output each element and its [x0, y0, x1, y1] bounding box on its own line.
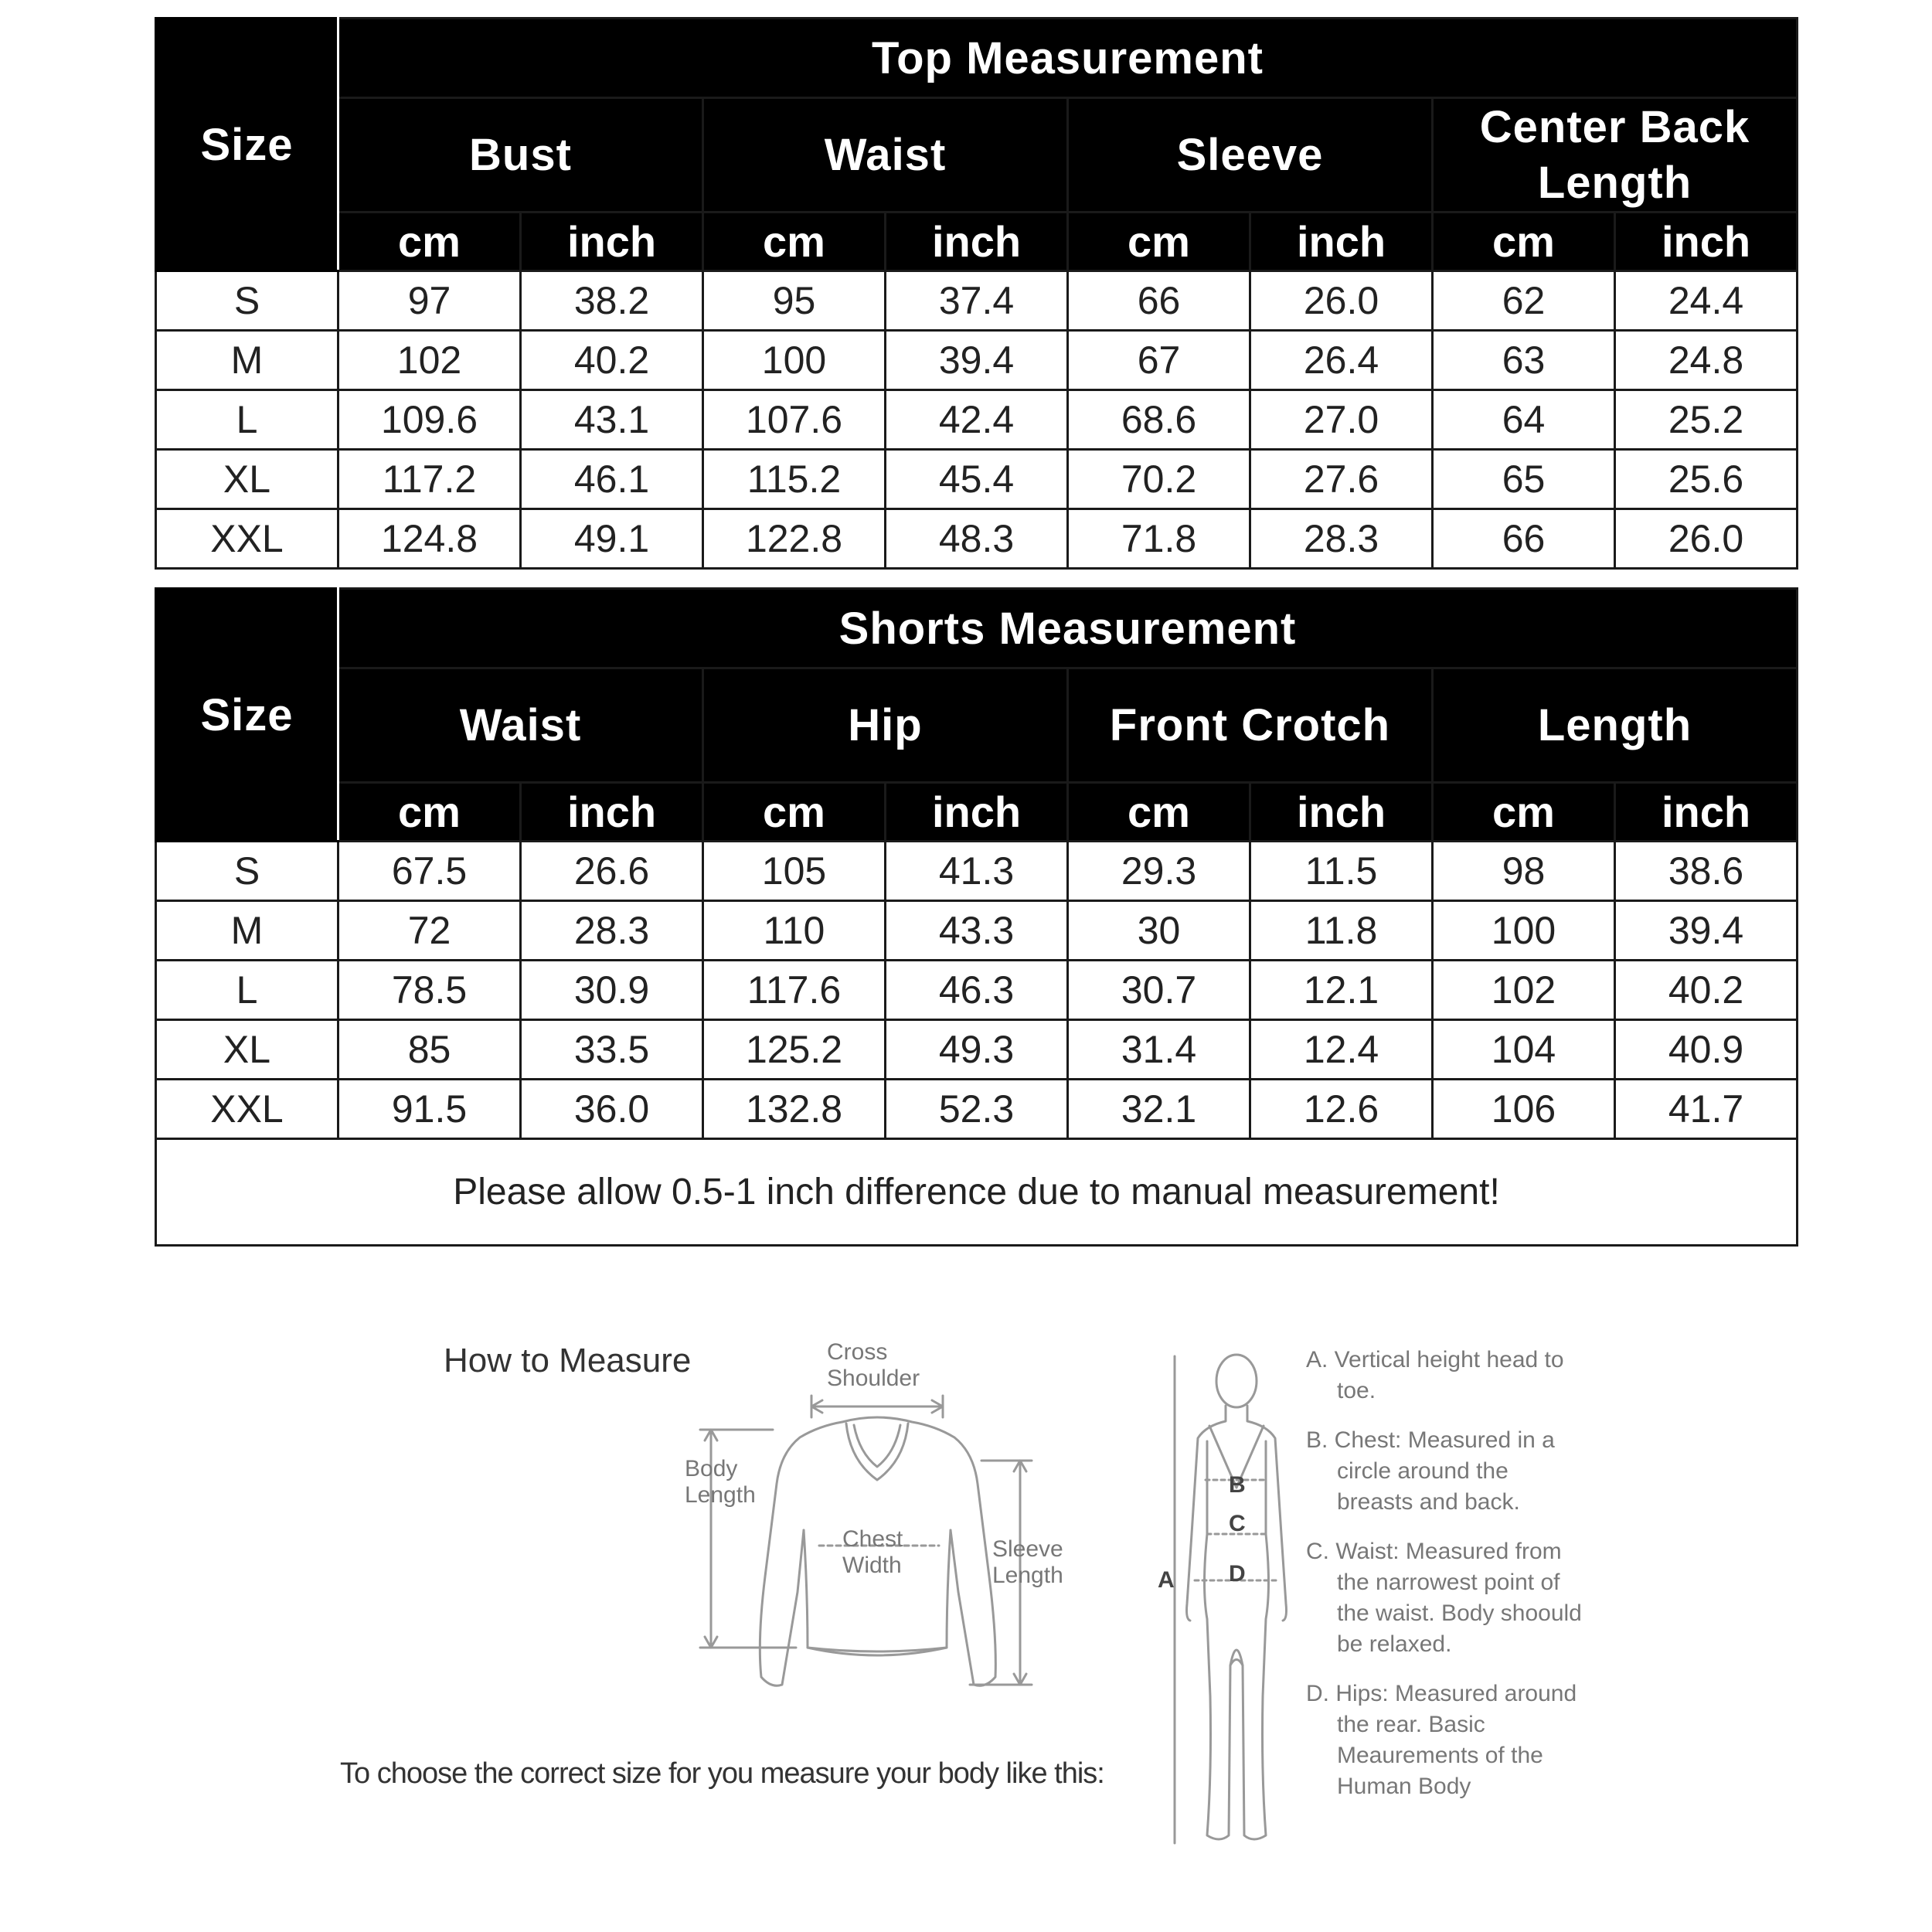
table-cell: 72 — [338, 901, 521, 961]
table-cell: 65 — [1433, 450, 1615, 509]
table-row — [156, 901, 1798, 961]
table-cell: 106 — [1433, 1080, 1615, 1139]
table-cell: 105 — [703, 842, 886, 901]
table-cell: 48.3 — [886, 509, 1068, 569]
unit-header: cm — [1433, 213, 1615, 271]
table-cell: 46.1 — [521, 450, 703, 509]
how-to-measure-title: How to Measure — [444, 1342, 692, 1379]
table-cell: 49.3 — [886, 1020, 1068, 1080]
table-cell: 68.6 — [1068, 390, 1250, 450]
table-cell: 26.0 — [1615, 509, 1798, 569]
top-measurement-title: Top Measurement — [338, 19, 1798, 98]
table-row — [156, 390, 1798, 450]
size-cell: M — [156, 331, 338, 390]
size-header: Size — [156, 589, 338, 842]
table-cell: 97 — [338, 271, 521, 331]
table-cell: 102 — [338, 331, 521, 390]
note-b: B. Chest: Measured in a circle around the breasts and back. — [1306, 1427, 1555, 1515]
marker-d: D — [1229, 1561, 1246, 1587]
table-cell: 71.8 — [1068, 509, 1250, 569]
group-header-waist: Waist — [338, 668, 703, 783]
table-cell: 46.3 — [886, 961, 1068, 1020]
table-cell: 41.3 — [886, 842, 1068, 901]
group-header-hip: Hip — [703, 668, 1068, 783]
group-header-sleeve: Sleeve — [1068, 98, 1433, 213]
label-line: Chest — [842, 1526, 903, 1552]
body-figure-icon — [1159, 1341, 1291, 1866]
unit-header: inch — [886, 213, 1068, 271]
marker-c: C — [1229, 1511, 1246, 1536]
table-cell: 63 — [1433, 331, 1615, 390]
table-cell: 43.1 — [521, 390, 703, 450]
table-cell: 12.1 — [1250, 961, 1433, 1020]
table-cell: 62 — [1433, 271, 1615, 331]
size-cell: XXL — [156, 509, 338, 569]
unit-header: inch — [1615, 783, 1798, 842]
unit-header: cm — [1433, 783, 1615, 842]
measurement-note: Please allow 0.5-1 inch difference due to manual measurement! — [156, 1139, 1798, 1246]
table-cell: 109.6 — [338, 390, 521, 450]
table-row — [156, 961, 1798, 1020]
table-cell: 11.8 — [1250, 901, 1433, 961]
label-line: Length — [685, 1482, 756, 1508]
unit-header: inch — [521, 213, 703, 271]
table-cell: 78.5 — [338, 961, 521, 1020]
table-cell: 38.6 — [1615, 842, 1798, 901]
table-cell: 102 — [1433, 961, 1615, 1020]
table-cell: 45.4 — [886, 450, 1068, 509]
table-cell: 24.8 — [1615, 331, 1798, 390]
shorts-measurement-title: Shorts Measurement — [338, 589, 1798, 668]
label-line: Length — [992, 1563, 1063, 1588]
table-cell: 122.8 — [703, 509, 886, 569]
table-cell: 110 — [703, 901, 886, 961]
table-cell: 30 — [1068, 901, 1250, 961]
size-cell: XL — [156, 450, 338, 509]
measurement-notes — [1306, 1345, 1584, 1821]
table-cell: 38.2 — [521, 271, 703, 331]
table-cell: 117.2 — [338, 450, 521, 509]
unit-header: cm — [1068, 783, 1250, 842]
table-cell: 52.3 — [886, 1080, 1068, 1139]
table-cell: 91.5 — [338, 1080, 521, 1139]
table-cell: 12.4 — [1250, 1020, 1433, 1080]
table-row — [156, 331, 1798, 390]
table-cell: 40.2 — [521, 331, 703, 390]
unit-header: inch — [1250, 213, 1433, 271]
table-row — [156, 1020, 1798, 1080]
group-header-length: Length — [1433, 668, 1798, 783]
table-cell: 100 — [1433, 901, 1615, 961]
table-cell: 41.7 — [1615, 1080, 1798, 1139]
group-header-front-crotch: Front Crotch — [1068, 668, 1433, 783]
table-cell: 39.4 — [886, 331, 1068, 390]
table-cell: 66 — [1068, 271, 1250, 331]
unit-header: cm — [338, 213, 521, 271]
table-cell: 70.2 — [1068, 450, 1250, 509]
table-cell: 40.2 — [1615, 961, 1798, 1020]
table-cell: 27.0 — [1250, 390, 1433, 450]
unit-header: cm — [703, 213, 886, 271]
body-length-label — [685, 1456, 756, 1509]
table-cell: 11.5 — [1250, 842, 1433, 901]
table-cell: 28.3 — [521, 901, 703, 961]
table-cell: 117.6 — [703, 961, 886, 1020]
table-cell: 85 — [338, 1020, 521, 1080]
table-cell: 67.5 — [338, 842, 521, 901]
unit-header: cm — [703, 783, 886, 842]
table-cell: 30.7 — [1068, 961, 1250, 1020]
label-line: Width — [842, 1553, 902, 1578]
table-cell: 12.6 — [1250, 1080, 1433, 1139]
size-cell: XXL — [156, 1080, 338, 1139]
note-d: D. Hips: Measured around the rear. Basic Meaurements of the Human Body — [1306, 1681, 1577, 1799]
group-header-waist: Waist — [703, 98, 1068, 213]
table-cell: 26.6 — [521, 842, 703, 901]
table-cell: 98 — [1433, 842, 1615, 901]
table-cell: 33.5 — [521, 1020, 703, 1080]
table-cell: 107.6 — [703, 390, 886, 450]
note-c: C. Waist: Measured from the narrowest point of the waist. Body shoould be relaxed. — [1306, 1539, 1582, 1657]
table-row — [156, 1080, 1798, 1139]
size-cell: M — [156, 901, 338, 961]
marker-a: A — [1158, 1567, 1175, 1593]
unit-header: inch — [521, 783, 703, 842]
size-cell: L — [156, 961, 338, 1020]
table-cell: 124.8 — [338, 509, 521, 569]
unit-header: inch — [1615, 213, 1798, 271]
table-cell: 25.2 — [1615, 390, 1798, 450]
shorts-measurement-table — [155, 587, 1798, 1247]
cross-shoulder-label — [827, 1339, 920, 1392]
group-header-center-back-length: Center Back Length — [1433, 98, 1798, 213]
table-cell: 26.0 — [1250, 271, 1433, 331]
size-cell: XL — [156, 1020, 338, 1080]
table-row — [156, 271, 1798, 331]
size-cell: L — [156, 390, 338, 450]
table-cell: 95 — [703, 271, 886, 331]
label-line: Sleeve — [992, 1536, 1063, 1562]
unit-header: cm — [1068, 213, 1250, 271]
label-line: Cross — [827, 1339, 888, 1365]
group-header-bust: Bust — [338, 98, 703, 213]
table-cell: 125.2 — [703, 1020, 886, 1080]
table-cell: 49.1 — [521, 509, 703, 569]
table-cell: 24.4 — [1615, 271, 1798, 331]
label-line: Body — [685, 1456, 738, 1481]
table-cell: 31.4 — [1068, 1020, 1250, 1080]
label-line: Shoulder — [827, 1366, 920, 1391]
table-cell: 40.9 — [1615, 1020, 1798, 1080]
table-cell: 36.0 — [521, 1080, 703, 1139]
table-row — [156, 450, 1798, 509]
note-a: A. Vertical height head to toe. — [1306, 1347, 1564, 1403]
table-cell: 37.4 — [886, 271, 1068, 331]
table-cell: 115.2 — [703, 450, 886, 509]
table-cell: 42.4 — [886, 390, 1068, 450]
table-cell: 28.3 — [1250, 509, 1433, 569]
sleeve-length-label — [992, 1536, 1063, 1589]
how-to-measure-caption: To choose the correct size for you measure your body like this: — [340, 1757, 1104, 1790]
unit-header: inch — [886, 783, 1068, 842]
unit-header: inch — [1250, 783, 1433, 842]
chest-width-label — [842, 1526, 903, 1579]
table-cell: 104 — [1433, 1020, 1615, 1080]
table-cell: 100 — [703, 331, 886, 390]
table-row — [156, 509, 1798, 569]
unit-header: cm — [338, 783, 521, 842]
table-cell: 30.9 — [521, 961, 703, 1020]
table-cell: 66 — [1433, 509, 1615, 569]
size-cell: S — [156, 842, 338, 901]
size-header: Size — [156, 19, 338, 271]
table-cell: 29.3 — [1068, 842, 1250, 901]
top-measurement-table — [155, 17, 1798, 570]
table-cell: 64 — [1433, 390, 1615, 450]
table-cell: 43.3 — [886, 901, 1068, 961]
table-cell: 32.1 — [1068, 1080, 1250, 1139]
table-row — [156, 842, 1798, 901]
table-cell: 67 — [1068, 331, 1250, 390]
table-cell: 39.4 — [1615, 901, 1798, 961]
size-cell: S — [156, 271, 338, 331]
table-cell: 26.4 — [1250, 331, 1433, 390]
marker-b: B — [1229, 1472, 1246, 1498]
table-cell: 25.6 — [1615, 450, 1798, 509]
table-cell: 27.6 — [1250, 450, 1433, 509]
table-cell: 132.8 — [703, 1080, 886, 1139]
